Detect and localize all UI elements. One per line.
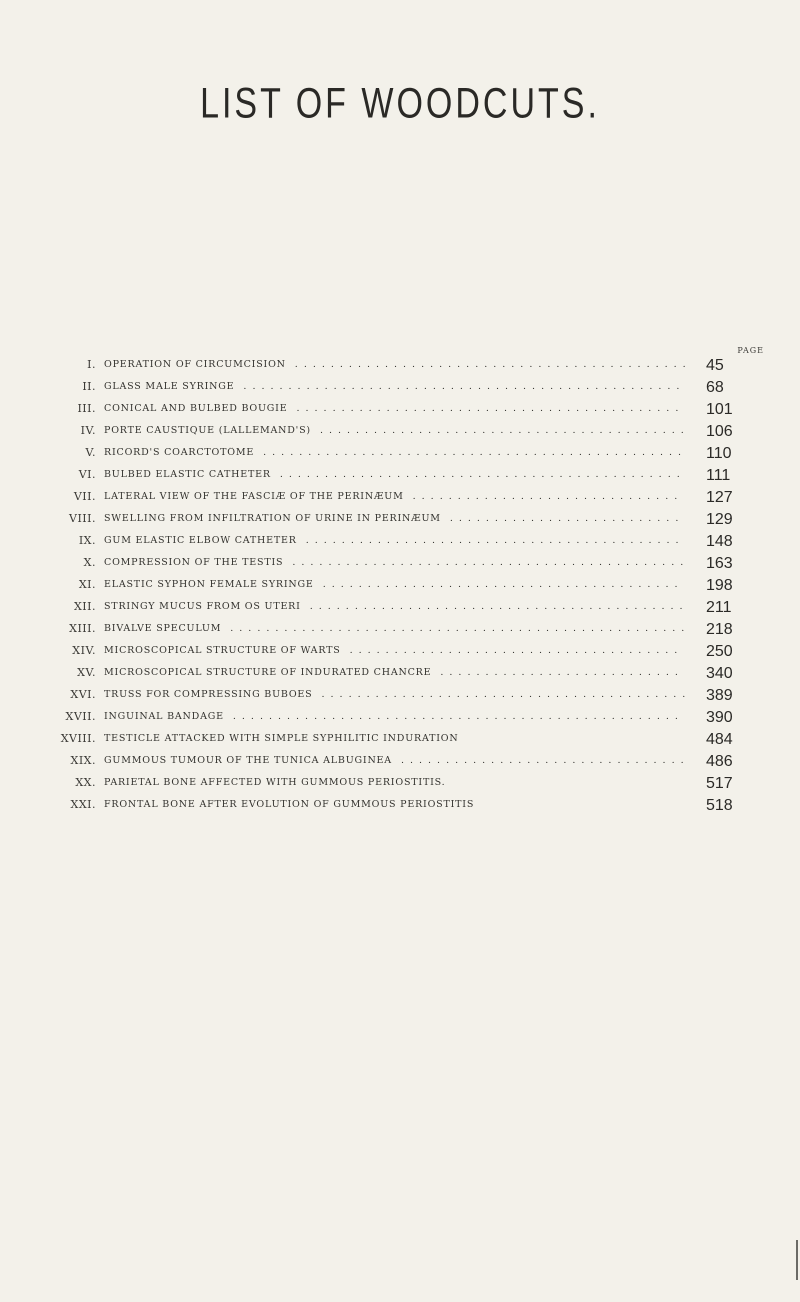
entry-page-number: 129 (706, 511, 733, 528)
entry-number: XVI. (70, 688, 96, 701)
dot-leader: ............................................... (254, 447, 688, 458)
list-item (0, 488, 800, 510)
entry-title (104, 689, 704, 700)
entry-title-text: GUM ELASTIC ELBOW CATHETER (104, 535, 297, 546)
dot-leader: .......................................... (296, 535, 685, 546)
entry-title (104, 733, 704, 744)
entry-title (104, 777, 704, 788)
entry-title-text: TRUSS FOR COMPRESSING BUBOES (104, 689, 313, 700)
entry-title (104, 491, 704, 502)
entry-page-number: 218 (706, 621, 733, 638)
entry-number: II. (82, 380, 96, 393)
list-item (0, 774, 800, 796)
entry-title-text: MICROSCOPICAL STRUCTURE OF INDURATED CHANCRE (104, 667, 432, 678)
list-item (0, 796, 800, 818)
entry-title-text: GLASS MALE SYRINGE (104, 381, 235, 392)
entry-title-text: COMPRESSION OF THE TESTIS (104, 557, 284, 568)
entry-title (104, 403, 704, 414)
entry-title (104, 469, 704, 480)
list-item (0, 444, 800, 466)
entry-title-text: PARIETAL BONE AFFECTED WITH GUMMOUS PERIOSTITIS. (104, 777, 446, 788)
entry-number: XX. (75, 776, 96, 789)
entry-page-number: 518 (706, 797, 733, 814)
entry-title (104, 579, 704, 590)
list-item (0, 708, 800, 730)
dot-leader: ........................................... (287, 403, 685, 414)
entry-page-number: 163 (706, 555, 733, 572)
dot-leader: ......................................... (312, 689, 692, 700)
entry-number: XIV. (72, 644, 96, 657)
entry-title (104, 425, 704, 436)
dot-leader: ............................................. (270, 469, 686, 480)
entry-number: I. (87, 358, 96, 371)
dot-leader: ........................................ (313, 579, 684, 590)
list-item (0, 598, 800, 620)
entry-page-number: 148 (706, 533, 733, 550)
entry-title-text: OPERATION OF CIRCUMCISION (104, 359, 286, 370)
entry-title (104, 711, 704, 722)
entry-title (104, 667, 704, 678)
entry-title (104, 447, 704, 458)
list-item (0, 422, 800, 444)
entry-page-number: 486 (706, 753, 733, 770)
entry-page-number: 390 (706, 709, 733, 726)
entry-page-number: 340 (706, 665, 733, 682)
dot-leader: ............................................ (285, 359, 692, 370)
entry-title-text: BULBED ELASTIC CATHETER (104, 469, 271, 480)
entry-page-number: 106 (706, 423, 733, 440)
entry-title-text: LATERAL VIEW OF THE FASCIÆ OF THE PERINÆUM (104, 491, 404, 502)
entry-number: XI. (78, 578, 96, 591)
dot-leader: .......................... (440, 513, 685, 524)
entry-title-text: TESTICLE ATTACKED WITH SIMPLE SYPHILITIC INDURATION (104, 733, 459, 744)
entry-number: XIII. (69, 622, 96, 635)
page-column-label: PAGE (737, 346, 764, 355)
entry-title-text: INGUINAL BANDAGE (104, 711, 224, 722)
entry-page-number: 517 (706, 775, 733, 792)
entry-page-number: 211 (706, 599, 732, 616)
page-title: LIST OF WOODCUTS. (200, 80, 600, 128)
entry-number: XIX. (70, 754, 96, 767)
list-item (0, 510, 800, 532)
entry-number: XII. (73, 600, 96, 613)
dot-leader: ............................................ (283, 557, 690, 568)
entry-title (104, 755, 704, 766)
entry-page-number: 389 (706, 687, 733, 704)
entry-number: XVIII. (60, 732, 96, 745)
entry-title-text: RICORD'S COARCTOTÔME (104, 447, 255, 458)
entry-number: V. (85, 446, 96, 459)
entry-title (104, 557, 704, 568)
entry-page-number: 127 (706, 489, 733, 506)
entry-page-number: 45 (706, 357, 724, 374)
dot-leader: ........................... (431, 667, 684, 678)
entry-title (104, 359, 704, 370)
list-item (0, 642, 800, 664)
entry-number: IV. (80, 424, 96, 437)
entry-title-text: SWELLING FROM INFILTRATION OF URINE IN PERINÆUM (104, 513, 441, 524)
list-item (0, 686, 800, 708)
entry-page-number: 101 (706, 401, 733, 418)
list-item (0, 620, 800, 642)
list-item (0, 378, 800, 400)
entry-number: XVII. (65, 710, 96, 723)
entry-number: III. (77, 402, 96, 415)
list-item (0, 554, 800, 576)
entry-title (104, 623, 704, 634)
entry-page-number: 484 (706, 731, 733, 748)
dot-leader: .............................. (403, 491, 684, 502)
entry-title-text: GUMMOUS TUMOUR OF THE TUNICA ALBUGINEA (104, 755, 392, 766)
entry-title (104, 535, 704, 546)
entry-number: X. (83, 556, 96, 569)
dot-leader: .................................................. (223, 711, 684, 722)
list-item (0, 664, 800, 686)
entry-page-number: 250 (706, 643, 733, 660)
entry-number: IX. (78, 534, 96, 547)
entry-page-number: 198 (706, 577, 733, 594)
entry-title (104, 381, 704, 392)
list-item (0, 730, 800, 752)
entry-title (104, 601, 704, 612)
entry-title-text: STRINGY MUCUS FROM OS UTERI (104, 601, 301, 612)
list-item (0, 356, 800, 378)
entry-number: XXI. (70, 798, 96, 811)
dot-leader: ......................................... (310, 425, 690, 436)
entry-title (104, 799, 704, 810)
dot-leader: .......................................... (300, 601, 689, 612)
entry-page-number: 111 (706, 467, 731, 484)
list-item (0, 466, 800, 488)
dot-leader: ................................................... (221, 623, 691, 634)
woodcut-list (0, 356, 800, 818)
entry-title-text: MICROSCOPICAL STRUCTURE OF WARTS (104, 645, 341, 656)
list-item (0, 576, 800, 598)
entry-title-text: CONICAL AND BULBED BOUGIE (104, 403, 288, 414)
list-item (0, 400, 800, 422)
entry-title-text: ELASTIC SYPHON FEMALE SYRINGE (104, 579, 314, 590)
entry-number: VI. (78, 468, 96, 481)
entry-page-number: 110 (706, 445, 732, 462)
dot-leader: ..................................... (340, 645, 684, 656)
entry-title (104, 645, 704, 656)
dot-leader: ................................ (391, 755, 690, 766)
list-item (0, 532, 800, 554)
entry-title-text: BIVALVE SPECULUM (104, 623, 222, 634)
entry-title (104, 513, 704, 524)
entry-number: VIII. (69, 512, 96, 525)
entry-page-number: 68 (706, 379, 724, 396)
list-item (0, 752, 800, 774)
page-edge-mark (796, 1240, 798, 1280)
dot-leader: ................................................. (234, 381, 686, 392)
entry-number: XV. (77, 666, 96, 679)
entry-number: VII. (73, 490, 96, 503)
entry-title-text: FRONTAL BONE AFTER EVOLUTION OF GUMMOUS PERIOSTITIS (104, 799, 475, 810)
entry-title-text: PORTE CAUSTIQUE (LALLEMAND'S) (104, 425, 311, 436)
